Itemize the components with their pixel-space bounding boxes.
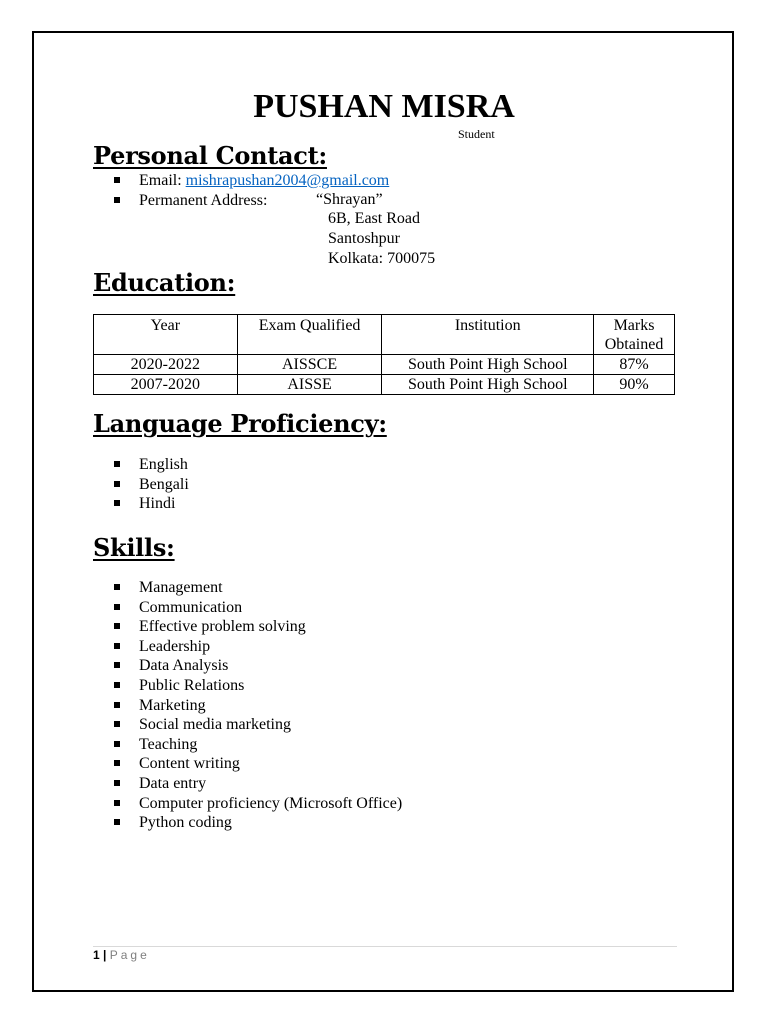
- table-cell: AISSCE: [237, 355, 382, 375]
- table-cell: 90%: [594, 375, 675, 395]
- list-item: [114, 794, 402, 814]
- bullet-icon: [114, 702, 120, 708]
- footer-divider: [93, 946, 677, 947]
- address-label: Permanent Address:: [139, 191, 268, 209]
- email-label: Email:: [139, 172, 182, 189]
- list-item: [114, 637, 402, 657]
- list-item: [114, 774, 402, 794]
- contact-email-item: [114, 171, 389, 191]
- list-item: [114, 494, 189, 514]
- page-word: Page: [109, 948, 150, 962]
- bullet-icon: [114, 604, 120, 610]
- skill-item: Public Relations: [139, 676, 245, 694]
- bullet-icon: [114, 643, 120, 649]
- bullet-icon: [114, 584, 120, 590]
- list-item: [114, 455, 189, 475]
- list-item: [114, 696, 402, 716]
- list-item: [114, 754, 402, 774]
- skills-heading: Skills:: [93, 533, 175, 562]
- skill-item: Python coding: [139, 814, 232, 832]
- language-list: [114, 455, 189, 514]
- skill-item: Social media marketing: [139, 716, 291, 734]
- bullet-icon: [114, 682, 120, 688]
- list-item: [114, 578, 402, 598]
- skills-list: [114, 578, 402, 833]
- bullet-icon: [114, 623, 120, 629]
- bullet-icon: [114, 481, 120, 487]
- skill-item: Management: [139, 579, 223, 596]
- education-heading: Education:: [93, 268, 236, 297]
- bullet-icon: [114, 500, 120, 506]
- address-line: “Shrayan”: [316, 191, 383, 208]
- column-header-institution: Institution: [382, 315, 594, 355]
- address-line: Kolkata: 700075: [328, 250, 436, 267]
- bullet-icon: [114, 197, 120, 203]
- table-row: [94, 375, 675, 395]
- address-line: Santoshpur: [328, 230, 400, 247]
- skill-item: Marketing: [139, 696, 206, 714]
- language-item: English: [139, 456, 188, 473]
- bullet-icon: [114, 819, 120, 825]
- bullet-icon: [114, 721, 120, 727]
- list-item: [114, 656, 402, 676]
- skill-item: Teaching: [139, 735, 198, 753]
- list-item: [114, 598, 402, 618]
- table-header-row: [94, 315, 675, 355]
- bullet-icon: [114, 662, 120, 668]
- resume-role: Student: [458, 127, 495, 141]
- bullet-icon: [114, 741, 120, 747]
- column-header-exam: Exam Qualified: [237, 315, 382, 355]
- skill-item: Leadership: [139, 637, 211, 655]
- table-cell: 2020-2022: [94, 355, 238, 375]
- skill-item: Content writing: [139, 755, 240, 773]
- bullet-icon: [114, 461, 120, 467]
- table-row: [94, 355, 675, 375]
- table-cell: South Point High School: [382, 355, 594, 375]
- skill-item: Effective problem solving: [139, 618, 306, 636]
- footer-separator: |: [103, 948, 107, 962]
- bullet-icon: [114, 760, 120, 766]
- table-cell: 87%: [594, 355, 675, 375]
- page-footer: [93, 948, 150, 962]
- skill-item: Data Analysis: [139, 657, 229, 675]
- list-item: [114, 715, 402, 735]
- list-item: [114, 676, 402, 696]
- list-item: [114, 813, 402, 833]
- language-item: Hindi: [139, 495, 176, 513]
- table-cell: 2007-2020: [94, 375, 238, 395]
- table-cell: South Point High School: [382, 375, 594, 395]
- language-heading: Language Proficiency:: [93, 409, 387, 438]
- language-item: Bengali: [139, 475, 189, 493]
- list-item: [114, 735, 402, 755]
- resume-name: PUSHAN MISRA: [253, 88, 515, 125]
- personal-contact-heading: Personal Contact:: [93, 141, 327, 170]
- skill-item: Data entry: [139, 774, 207, 792]
- education-table: [93, 314, 675, 395]
- bullet-icon: [114, 800, 120, 806]
- bullet-icon: [114, 177, 120, 183]
- table-cell: AISSE: [237, 375, 382, 395]
- column-header-year: Year: [94, 315, 238, 355]
- skill-item: Communication: [139, 598, 243, 616]
- page-number: 1: [93, 948, 100, 962]
- list-item: [114, 617, 402, 637]
- address-line: 6B, East Road: [328, 210, 420, 227]
- skill-item: Computer proficiency (Microsoft Office): [139, 794, 403, 812]
- column-header-marks: Marks Obtained: [594, 315, 675, 355]
- list-item: [114, 475, 189, 495]
- email-link[interactable]: mishrapushan2004@gmail.com: [185, 172, 390, 189]
- bullet-icon: [114, 780, 120, 786]
